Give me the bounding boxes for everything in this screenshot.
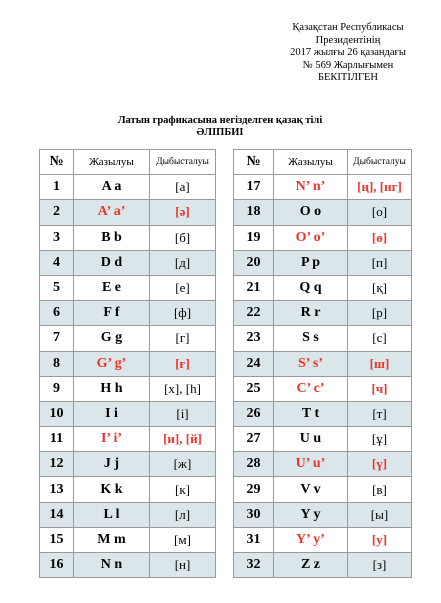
letter-sound: [қ]: [348, 275, 412, 300]
letter-spelling: I i: [74, 401, 150, 426]
letter-spelling: J j: [74, 452, 150, 477]
letter-number: 3: [40, 225, 74, 250]
letter-spelling: O’ o’: [274, 225, 348, 250]
letter-spelling: S s: [274, 326, 348, 351]
letter-spelling: A a: [74, 175, 150, 200]
table-row: [40, 452, 412, 477]
letter-number: 8: [40, 351, 74, 376]
letter-sound: [л]: [150, 502, 216, 527]
letter-sound: [ғ]: [150, 351, 216, 376]
letter-number: 4: [40, 250, 74, 275]
letter-spelling: Y’ y’: [274, 527, 348, 552]
column-gap: [216, 225, 234, 250]
letter-spelling: Q q: [274, 275, 348, 300]
column-gap: [216, 275, 234, 300]
letter-sound: [ө]: [348, 225, 412, 250]
column-gap: [216, 502, 234, 527]
document-title: [60, 115, 380, 139]
letter-spelling: B b: [74, 225, 150, 250]
letter-spelling: H h: [74, 376, 150, 401]
letter-sound: [ж]: [150, 452, 216, 477]
table-row: [40, 427, 412, 452]
letter-spelling: Y y: [274, 502, 348, 527]
letter-spelling: E e: [74, 275, 150, 300]
approval-line: Президентінің: [315, 34, 381, 46]
letter-sound: [в]: [348, 477, 412, 502]
letter-sound: [г]: [150, 326, 216, 351]
table-row: [40, 301, 412, 326]
letter-sound: [ұ]: [348, 427, 412, 452]
table-header-row: [40, 150, 412, 175]
column-gap: [216, 427, 234, 452]
letter-sound: [з]: [348, 553, 412, 578]
letter-sound: [а]: [150, 175, 216, 200]
letter-number: 20: [234, 250, 274, 275]
letter-number: 15: [40, 527, 74, 552]
title-line: ӘЛІПБИІ: [196, 127, 244, 138]
letter-number: 18: [234, 200, 274, 225]
letter-number: 1: [40, 175, 74, 200]
letter-sound: [п]: [348, 250, 412, 275]
table-row: [40, 477, 412, 502]
letter-spelling: R r: [274, 301, 348, 326]
letter-spelling: L l: [74, 502, 150, 527]
letter-number: 28: [234, 452, 274, 477]
letter-sound: [ч]: [348, 376, 412, 401]
letter-sound: [ә]: [150, 200, 216, 225]
column-gap: [216, 477, 234, 502]
letter-sound: [м]: [150, 527, 216, 552]
table-row: [40, 326, 412, 351]
approval-line: № 569 Жарлығымен: [302, 59, 394, 71]
letter-spelling: G’ g’: [74, 351, 150, 376]
table-row: [40, 376, 412, 401]
letter-number: 30: [234, 502, 274, 527]
column-gap: [216, 326, 234, 351]
column-gap: [216, 553, 234, 578]
letter-number: 10: [40, 401, 74, 426]
letter-spelling: N’ n’: [274, 175, 348, 200]
letter-sound: [б]: [150, 225, 216, 250]
table-row: [40, 351, 412, 376]
letter-number: 19: [234, 225, 274, 250]
column-gap: [216, 175, 234, 200]
column-gap: [216, 250, 234, 275]
column-gap: [216, 401, 234, 426]
letter-sound: [у]: [348, 527, 412, 552]
letter-sound: [с]: [348, 326, 412, 351]
column-gap: [216, 452, 234, 477]
letter-spelling: O o: [274, 200, 348, 225]
letter-number: 21: [234, 275, 274, 300]
approval-line: 2017 жылғы 26 қазандағы: [290, 47, 406, 59]
approval-line: БЕКІТІЛГЕН: [317, 72, 379, 84]
alphabet-table: [39, 149, 412, 578]
letter-spelling: K k: [74, 477, 150, 502]
letter-spelling: P p: [274, 250, 348, 275]
table-row: [40, 553, 412, 578]
letter-sound: [к]: [150, 477, 216, 502]
letter-number: 14: [40, 502, 74, 527]
letter-sound: [т]: [348, 401, 412, 426]
letter-number: 12: [40, 452, 74, 477]
table-row: [40, 200, 412, 225]
letter-number: 9: [40, 376, 74, 401]
letter-number: 25: [234, 376, 274, 401]
letter-number: 7: [40, 326, 74, 351]
letter-sound: [н]: [150, 553, 216, 578]
table-row: [40, 175, 412, 200]
table-row: [40, 250, 412, 275]
letter-number: 24: [234, 351, 274, 376]
letter-sound: [ф]: [150, 301, 216, 326]
letter-spelling: A’ a’: [74, 200, 150, 225]
letter-spelling: N n: [74, 553, 150, 578]
header-spelling: Жазылуы: [274, 150, 348, 175]
letter-number: 23: [234, 326, 274, 351]
letter-sound: [ы]: [348, 502, 412, 527]
letter-spelling: D d: [74, 250, 150, 275]
letter-number: 27: [234, 427, 274, 452]
letter-number: 13: [40, 477, 74, 502]
header-pronunciation: Дыбысталуы: [150, 150, 216, 175]
table-row: [40, 527, 412, 552]
column-gap: [216, 351, 234, 376]
letter-sound: [ң], [нг]: [348, 175, 412, 200]
letter-sound: [д]: [150, 250, 216, 275]
letter-number: 17: [234, 175, 274, 200]
letter-number: 29: [234, 477, 274, 502]
column-gap: [216, 301, 234, 326]
letter-number: 16: [40, 553, 74, 578]
letter-sound: [е]: [150, 275, 216, 300]
table-row: [40, 401, 412, 426]
letter-spelling: I’ i’: [74, 427, 150, 452]
table-row: [40, 275, 412, 300]
letter-number: 6: [40, 301, 74, 326]
letter-sound: [х], [h]: [150, 376, 216, 401]
letter-sound: [р]: [348, 301, 412, 326]
letter-spelling: U u: [274, 427, 348, 452]
header-spelling: Жазылуы: [74, 150, 150, 175]
letter-number: 26: [234, 401, 274, 426]
letter-spelling: G g: [74, 326, 150, 351]
letter-spelling: Z z: [274, 553, 348, 578]
letter-sound: [и], [й]: [150, 427, 216, 452]
column-gap: [216, 150, 234, 175]
letter-number: 32: [234, 553, 274, 578]
table-row: [40, 502, 412, 527]
letter-spelling: T t: [274, 401, 348, 426]
letter-sound: [ш]: [348, 351, 412, 376]
header-number: №: [40, 150, 74, 175]
approval-line: Қазақстан Республикасы: [292, 22, 404, 33]
letter-spelling: U’ u’: [274, 452, 348, 477]
approval-stamp: [268, 22, 428, 85]
column-gap: [216, 527, 234, 552]
title-line: Латын графикасына негізделген қазақ тілі: [117, 115, 323, 126]
letter-sound: [о]: [348, 200, 412, 225]
header-number: №: [234, 150, 274, 175]
column-gap: [216, 376, 234, 401]
letter-number: 5: [40, 275, 74, 300]
letter-number: 22: [234, 301, 274, 326]
letter-spelling: S’ s’: [274, 351, 348, 376]
letter-spelling: V v: [274, 477, 348, 502]
header-pronunciation: Дыбысталуы: [348, 150, 412, 175]
column-gap: [216, 200, 234, 225]
letter-number: 11: [40, 427, 74, 452]
letter-spelling: C’ c’: [274, 376, 348, 401]
table-row: [40, 225, 412, 250]
letter-number: 2: [40, 200, 74, 225]
letter-sound: [ү]: [348, 452, 412, 477]
letter-spelling: F f: [74, 301, 150, 326]
letter-spelling: M m: [74, 527, 150, 552]
letter-number: 31: [234, 527, 274, 552]
letter-sound: [і]: [150, 401, 216, 426]
